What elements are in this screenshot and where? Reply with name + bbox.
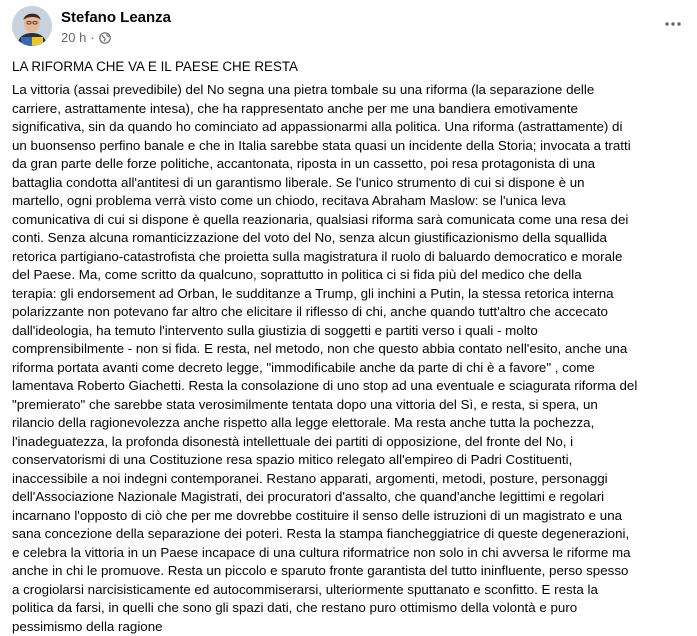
post-text-line: inaccessibile a noi indegni contemporanei. Restano apparati, argomenti, metodi, posture, personaggi <box>12 470 688 489</box>
post-text-line: incarnano l'opposto di ciò che per me dovrebbe costituire il senso delle istruzioni di un magistrato e una <box>12 507 688 526</box>
post-text-line: rilancio della ragionevolezza anche rispetto alla legge elettorale. Ma resta anche tutta la pochezza, <box>12 414 688 433</box>
post-meta <box>61 30 111 45</box>
post-body <box>12 81 688 636</box>
post-text-line: pessimismo della ragione <box>12 618 688 636</box>
post-time[interactable]: 20 h <box>61 30 86 45</box>
post-text-line: comunicativa di cui si dispone è quella reazionaria, qualsiasi riforma sarà comunicata come una resa dei <box>12 211 688 230</box>
post-text-line: carriere, astrattamente intesa), che ha rappresentato anche per me una bandiera emotivamente <box>12 100 688 119</box>
post-text-line: conti. Senza alcuna romanticizzazione del voto del No, senza alcun giustificazionismo della squallida <box>12 229 688 248</box>
more-options-icon[interactable] <box>659 10 687 38</box>
post-text-line: politica da farsi, in quelli che sono gli spazi dati, che restano puro ottimismo della volontà e puro <box>12 599 688 618</box>
avatar[interactable] <box>12 6 52 46</box>
post-text-line: lamentava Roberto Giachetti. Resta la consolazione di uno stop ad una eventuale e sciagurata riforma del <box>12 377 688 396</box>
author-name[interactable]: Stefano Leanza <box>61 9 171 26</box>
post-text-line: l'inadeguatezza, la profonda disonestà intellettuale dei partiti di opposizione, del fronte del No, i <box>12 433 688 452</box>
post-text-line: significativa, sin da quando ho cominciato ad appassionarmi alla politica. Una riforma (astrattamente) di <box>12 118 688 137</box>
post-text-line: e celebra la vittoria in un Paese incapace di una cultura riformatrice non solo in chi avversa le riforme ma <box>12 544 688 563</box>
post-header <box>12 6 687 48</box>
post-text-line: un buonsenso perfino banale e che in Italia sarebbe stata quasi un incidente della Storia; invocata a tratti <box>12 137 688 156</box>
post-title: LA RIFORMA CHE VA E IL PAESE CHE RESTA <box>12 58 684 76</box>
post-text-line: riforma portata avanti come decreto legge, "immodificabile anche da parte di chi è a favore" , come <box>12 359 688 378</box>
post-text-line: dall'ideologia, ha temuto l'intervento sulla giustizia di soggetti e partiti verso i quali - molto <box>12 322 688 341</box>
meta-separator: · <box>90 30 94 45</box>
post-text-line: del Paese. Ma, come scritto da qualcuno, soprattutto in politica ci si fida più del medico che della <box>12 266 688 285</box>
post-text-line: terapia: gli endorsement ad Orban, le sudditanze a Trump, gli inchini a Putin, la stessa retorica interna <box>12 285 688 304</box>
globe-icon[interactable] <box>99 32 111 44</box>
post-text-line: da gran parte delle forze politiche, accantonata, riposta in un cassetto, poi resa protagonista di una <box>12 155 688 174</box>
avatar-image <box>12 6 52 46</box>
post-text-line: "premierato" che sarebbe stata verosimilmente tentata dopo una vittoria del Sì, e resta, si spera, un <box>12 396 688 415</box>
post-text-line: conservatorismi di una Costituzione resa spazio mitico relegato all'empireo di Padri Costituenti, <box>12 451 688 470</box>
post-text-line: dell'Associazione Nazionale Magistrati, dei procuratori d'assalto, che quand'anche legittimi e regolari <box>12 488 688 507</box>
post-text-line: La vittoria (assai prevedibile) del No segna una pietra tombale su una riforma (la separazione delle <box>12 81 688 100</box>
post-text-line: sana concezione della separazione dei poteri. Resta la stampa fiancheggiatrice di queste degenerazioni, <box>12 525 688 544</box>
post-text-line: retorica partigiano-catastrofista che proietta sulla magistratura il ruolo di baluardo democratico e morale <box>12 248 688 267</box>
post-text-line: comprensibilmente - non si fida. E resta, nel metodo, non che questo abbia contato nell'esito, anche una <box>12 340 688 359</box>
post-text-line: battaglia condotta all'antitesi di un garantismo liberale. Se l'unico strumento di cui si dispone è un <box>12 174 688 193</box>
post-text-line: a crogiolarsi narcisisticamente ed autocommiserarsi, ulteriormente sputtanato e sconfitto. E resta la <box>12 581 688 600</box>
post-text-line: polarizzante non potevano far altro che elicitare il riflesso di chi, anche quando tutt'altro che accecato <box>12 303 688 322</box>
post-text-line: anche in chi le promuove. Resta un piccolo e sparuto fronte garantista del tutto ininfluente, perso spesso <box>12 562 688 581</box>
post-text-line: martello, ogni problema verrà visto come un chiodo, recitava Abraham Maslow: se l'unica leva <box>12 192 688 211</box>
